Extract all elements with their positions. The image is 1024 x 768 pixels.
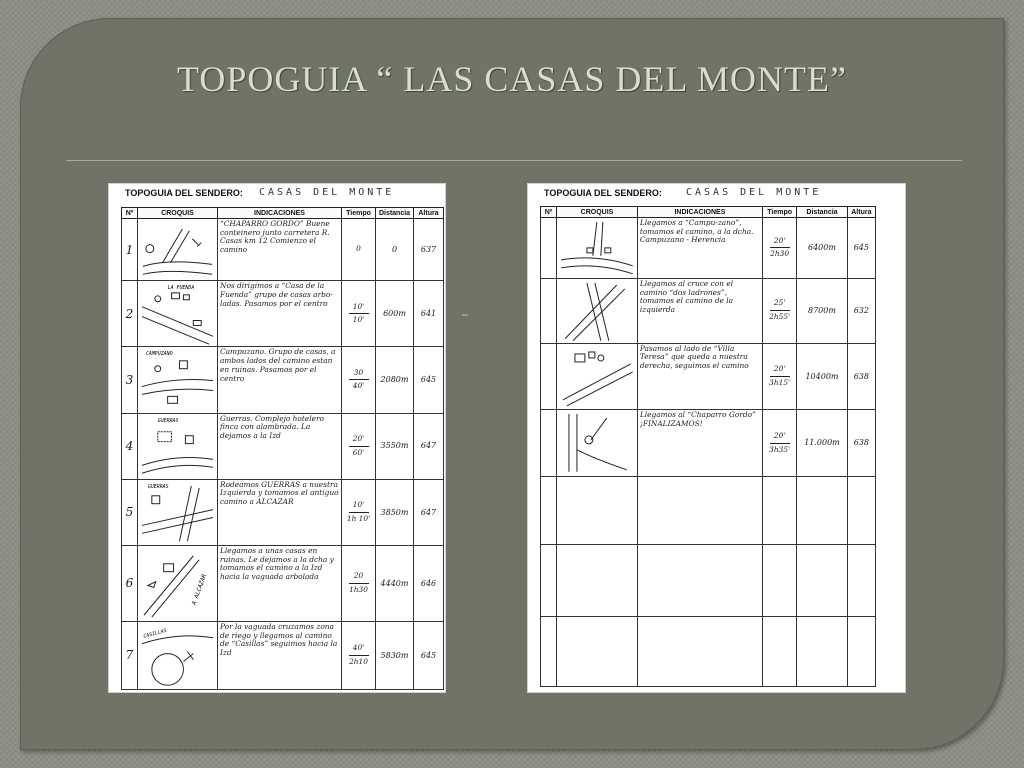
table-row <box>541 545 876 617</box>
scan-mark <box>462 314 468 316</box>
table-row <box>122 413 444 479</box>
row-number: 2 <box>122 281 138 347</box>
route-sketch <box>557 343 638 410</box>
time-partial: 20 <box>353 571 364 581</box>
distance-cell <box>797 617 847 687</box>
instruction-text: Llegamos al “Chaparro Gordo” ¡FINALIZAMOS! <box>637 410 762 477</box>
table-row <box>122 347 444 413</box>
row-number: 6 <box>122 545 138 621</box>
time-cell <box>342 281 376 347</box>
route-sketch <box>557 617 638 687</box>
instruction-text: Campuzano. Grupo de casas, a ambos lados del camino estan en ruinas. Pasamos por el centro <box>218 347 342 413</box>
table-row <box>541 410 876 477</box>
distance-cell: 3550m <box>376 413 414 479</box>
time-total: 60' <box>352 447 365 457</box>
table-row <box>541 278 876 343</box>
time-cell <box>342 219 376 281</box>
column-header: INDICACIONES <box>218 208 342 219</box>
distance-cell: 4440m <box>376 545 414 621</box>
column-header: Altura <box>847 207 875 218</box>
column-header: Nº <box>122 208 138 219</box>
table-row <box>122 545 444 621</box>
route-sketch <box>138 545 218 621</box>
time-cell <box>762 410 796 477</box>
row-number <box>541 278 557 343</box>
sketch-label: LA FUENDA <box>167 285 195 292</box>
sketch-drawing <box>138 546 217 621</box>
altitude-cell <box>847 477 875 545</box>
sketch-drawing <box>138 281 217 346</box>
row-number: 5 <box>122 479 138 545</box>
column-header: Distancia <box>376 208 414 219</box>
time-cell <box>342 545 376 621</box>
sketch-drawing <box>138 480 217 545</box>
time-cell <box>762 218 796 279</box>
time-total: 2h10 <box>349 657 368 667</box>
time-partial: 20' <box>773 235 786 245</box>
instruction-text <box>637 477 762 545</box>
table-header-row <box>122 208 444 219</box>
table-row <box>122 219 444 281</box>
row-number <box>541 545 557 617</box>
route-sketch <box>138 281 218 347</box>
slide-title: TOPOGUIA “ LAS CASAS DEL MONTE” <box>177 59 847 99</box>
time-partial: 0 <box>356 244 361 254</box>
table-row <box>122 281 444 347</box>
time-partial: 20' <box>773 430 786 440</box>
time-partial: 10' <box>352 301 365 311</box>
time-partial: 20' <box>773 364 786 374</box>
row-number: 1 <box>122 219 138 281</box>
time-total: 1h 10' <box>346 513 371 523</box>
time-partial: 25' <box>773 298 786 308</box>
altitude-cell: 647 <box>414 413 444 479</box>
column-header: Nº <box>541 207 557 218</box>
sketch-label: A ALCAZAR <box>191 573 209 606</box>
instruction-text: Por la vaguada cruzamos zona de riego y llegamos al camino de “Casillas” seguimos hacia la Izd <box>218 621 342 689</box>
row-number <box>541 218 557 279</box>
sketch-drawing <box>557 279 637 343</box>
sketch-label: GUERRAS <box>157 417 179 424</box>
table-row <box>541 218 876 279</box>
time-cell <box>762 545 796 617</box>
route-sketch <box>138 621 218 689</box>
instruction-text: Pasamos al lado de “Villa Teresa” que queda a nuestra derecha, seguimos el camino <box>637 343 762 410</box>
table-row <box>541 343 876 410</box>
instruction-text: Rodeamos GUERRAS a nuestra Izquierda y tomamos el antiguo camino a ALCAZAR <box>218 479 342 545</box>
row-number: 7 <box>122 621 138 689</box>
sketch-drawing <box>138 414 217 479</box>
route-sketch <box>557 410 638 477</box>
topoguia-sheet-right <box>527 183 906 693</box>
time-total: 40' <box>352 381 365 391</box>
time-partial: 30 <box>353 367 364 377</box>
table-row <box>541 617 876 687</box>
column-header: Tiempo <box>762 207 796 218</box>
instruction-text <box>637 617 762 687</box>
route-sketch <box>138 413 218 479</box>
column-header: Distancia <box>797 207 847 218</box>
sheet-trail-name: CASAS DEL MONTE <box>686 187 822 198</box>
sketch-drawing <box>138 347 217 412</box>
altitude-cell: 638 <box>847 410 875 477</box>
time-total: 3h15' <box>769 377 791 387</box>
sketch-label: CASILLAS <box>142 627 168 640</box>
altitude-cell <box>847 617 875 687</box>
altitude-cell: 645 <box>847 218 875 279</box>
instruction-text: Nos dirigimos a “Casa de la Fuenda” grupo de casas arbo-ladas. Pasamos por el centro <box>218 281 342 347</box>
distance-cell: 2080m <box>376 347 414 413</box>
sheet-trail-name: CASAS DEL MONTE <box>259 187 395 198</box>
table-row <box>541 477 876 545</box>
table-row <box>122 479 444 545</box>
sheet-header: TOPOGUIA DEL SENDERO: <box>544 188 662 198</box>
distance-cell: 5830m <box>376 621 414 689</box>
route-sketch <box>557 477 638 545</box>
time-cell <box>342 413 376 479</box>
route-sketch <box>557 218 638 279</box>
altitude-cell: 647 <box>414 479 444 545</box>
time-cell <box>342 621 376 689</box>
altitude-cell: 645 <box>414 621 444 689</box>
time-cell <box>342 479 376 545</box>
sheet-header: TOPOGUIA DEL SENDERO: <box>125 188 243 198</box>
sketch-label: GUERRAS <box>147 483 169 490</box>
distance-cell: 10400m <box>797 343 847 410</box>
distance-cell <box>797 477 847 545</box>
time-cell <box>762 477 796 545</box>
time-cell <box>762 617 796 687</box>
time-total: 10' <box>352 315 365 325</box>
instruction-text <box>637 545 762 617</box>
title-divider <box>66 160 962 161</box>
route-sketch <box>138 347 218 413</box>
route-sketch <box>138 219 218 281</box>
time-partial: 20' <box>352 433 365 443</box>
topoguia-sheet-left <box>108 183 446 693</box>
sketch-drawing <box>557 410 637 476</box>
row-number <box>541 477 557 545</box>
column-header: CROQUIS <box>557 207 638 218</box>
altitude-cell: 645 <box>414 347 444 413</box>
instruction-text: Guerras. Complejo hotelero finca con alambrada. La dejamos a la Izd <box>218 413 342 479</box>
distance-cell: 6400m <box>797 218 847 279</box>
row-number: 4 <box>122 413 138 479</box>
distance-cell: 8700m <box>797 278 847 343</box>
altitude-cell: 632 <box>847 278 875 343</box>
route-table <box>540 206 876 687</box>
route-sketch <box>557 545 638 617</box>
sketch-drawing <box>138 622 217 689</box>
altitude-cell: 638 <box>847 343 875 410</box>
distance-cell <box>797 545 847 617</box>
route-sketch <box>138 479 218 545</box>
time-partial: 40' <box>352 643 365 653</box>
altitude-cell: 637 <box>414 219 444 281</box>
time-total: 3h35' <box>769 444 791 454</box>
sketch-drawing <box>557 218 637 278</box>
distance-cell: 11.000m <box>797 410 847 477</box>
instruction-text: Llegamos a “Campu-zano”, tomamos el camino, a la dcha. Campuzano - Herencia <box>637 218 762 279</box>
sketch-label: CAMPUZANO <box>145 351 173 358</box>
column-header: CROQUIS <box>138 208 218 219</box>
time-total: 1h30 <box>349 584 368 594</box>
instruction-text: Llegamos a unas casas en ruinas. Le dejamos a la dcha y tomamos el camino a la Izd hacia la vaguada arbolada <box>218 545 342 621</box>
distance-cell: 3850m <box>376 479 414 545</box>
altitude-cell <box>847 545 875 617</box>
time-total: 2h55' <box>769 312 791 322</box>
row-number: 3 <box>122 347 138 413</box>
table-header-row <box>541 207 876 218</box>
altitude-cell: 646 <box>414 545 444 621</box>
route-table <box>121 207 444 690</box>
altitude-cell: 641 <box>414 281 444 347</box>
column-header: Altura <box>414 208 444 219</box>
row-number <box>541 410 557 477</box>
time-partial: 10' <box>352 500 365 510</box>
row-number <box>541 343 557 410</box>
sketch-drawing <box>557 344 637 410</box>
time-total: 2h30 <box>770 249 790 259</box>
column-header: Tiempo <box>342 208 376 219</box>
distance-cell: 600m <box>376 281 414 347</box>
column-header: INDICACIONES <box>637 207 762 218</box>
time-cell <box>762 343 796 410</box>
row-number <box>541 617 557 687</box>
time-cell <box>342 347 376 413</box>
time-cell <box>762 278 796 343</box>
instruction-text: “CHAPARRO GORDO” Buene conteinero junto carretera R. Casas km 12 Comienzo el camino <box>218 219 342 281</box>
instruction-text: Llegamos al cruce con el camino “dos ladrones”, tomamos el camino de la izquierda <box>637 278 762 343</box>
table-row <box>122 621 444 689</box>
route-sketch <box>557 278 638 343</box>
sketch-drawing <box>138 219 217 280</box>
distance-cell: 0 <box>376 219 414 281</box>
